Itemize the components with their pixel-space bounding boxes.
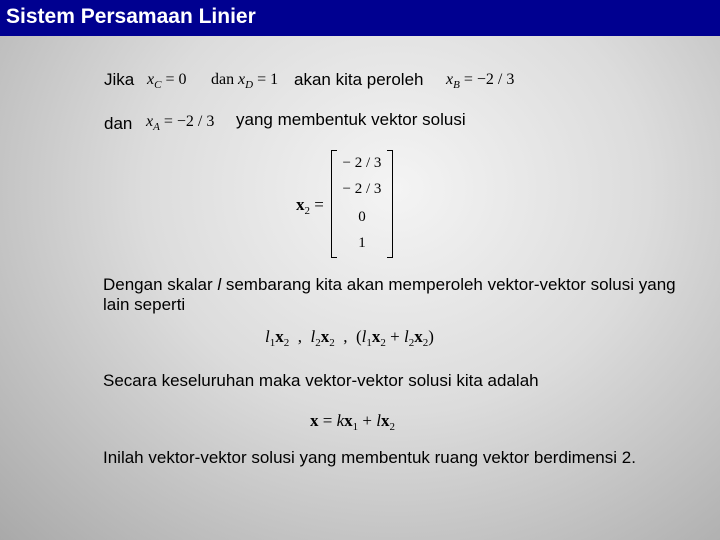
- xd-value: = 1: [257, 71, 279, 88]
- xc-value: = 0: [165, 71, 187, 88]
- paragraph-overall: Secara keseluruhan maka vektor-vektor solusi kita adalah: [103, 371, 539, 390]
- equation-xc: $x_C = 0$: [147, 71, 187, 91]
- vector-x2-matrix: [331, 150, 393, 258]
- equation-general-solution: $x = kx_1 + lx_2$: [310, 411, 395, 433]
- title-bar: [0, 0, 720, 36]
- equation-xd: $x_D = 1$: [238, 71, 279, 91]
- vector-x2-label: $x_2$ =: [296, 195, 324, 217]
- slide-title: Sistem Persamaan Linier: [6, 5, 256, 28]
- equation-combinations: $l_1x_2$ , $l_2x_2$ , $(l_1x_2 + l_2x_2)$: [265, 327, 434, 349]
- xb-value: = −2 / 3: [463, 71, 515, 88]
- equation-xb: $x_B = -2 / 3$: [446, 71, 515, 91]
- paragraph-conclusion: Inilah vektor-vektor solusi yang membentuk ruang vektor berdimensi 2.: [103, 448, 636, 467]
- line1-prefix: Jika: [104, 70, 135, 89]
- matrix-entry-2: − 2 / 3: [342, 181, 382, 197]
- line2-prefix: dan: [104, 114, 133, 133]
- line1-mid-text: akan kita peroleh: [294, 70, 424, 89]
- line2-suffix: yang membentuk vektor solusi: [236, 110, 466, 129]
- equation-xa: $x_A = -2 / 3$: [146, 113, 215, 133]
- vector-equals: =: [314, 195, 324, 214]
- matrix-entry-3: 0: [358, 209, 366, 225]
- conjunction-dan: dan: [211, 71, 235, 88]
- matrix-entry-1: − 2 / 3: [342, 155, 382, 171]
- matrix-entry-4: 1: [358, 235, 366, 251]
- paragraph-scalar: Dengan skalar l sembarang kita akan memperoleh vektor-vektor solusi yang lain seperti: [103, 275, 676, 314]
- xa-value: = −2 / 3: [163, 113, 215, 130]
